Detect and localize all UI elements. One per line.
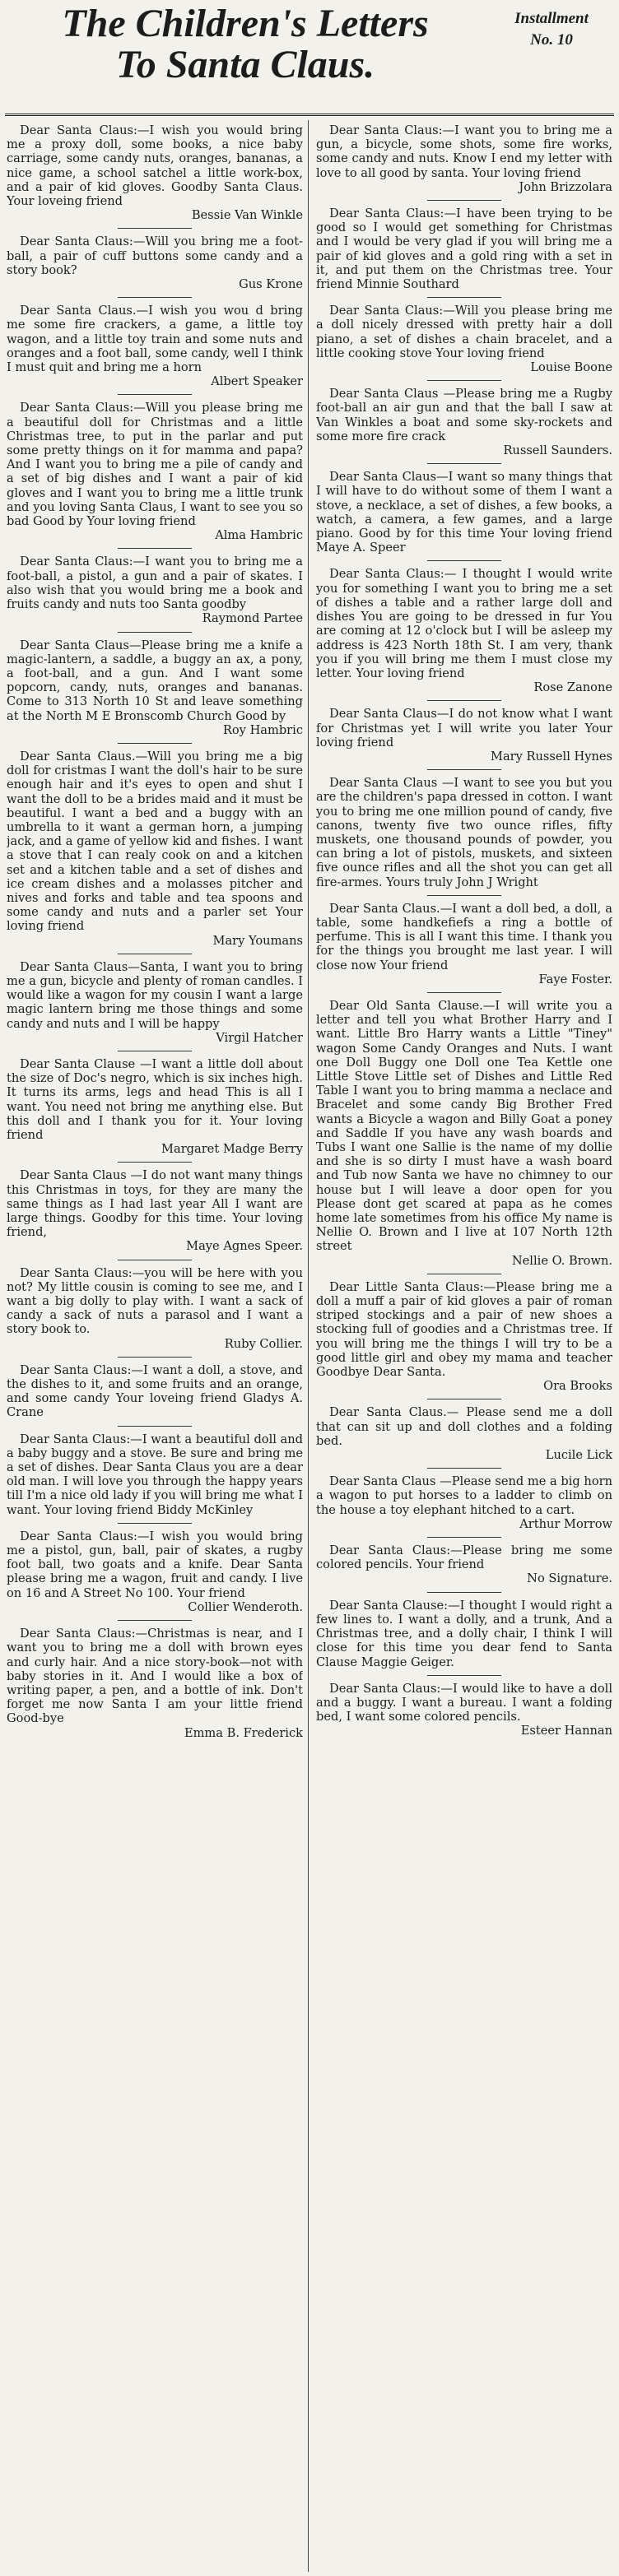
letter-signature: Alma Hambric: [215, 528, 303, 543]
letter-signature: Lucile Lick: [545, 1448, 612, 1463]
column-divider: [308, 120, 309, 2572]
letter-separator: [118, 548, 192, 549]
letter-signature: Gus Krone: [239, 277, 303, 292]
letter: [316, 902, 612, 986]
letter-signature: Russell Saunders.: [503, 443, 612, 458]
letter: [7, 401, 303, 542]
letter: [316, 1405, 612, 1462]
letter-signature: Louise Boone: [530, 360, 612, 375]
letter-body: Dear Santa Claus—Santa, I want you to bring me a gun, bicycle and plenty of roman candles. I would like a wagon for my cousin I want a large magic lantern bring me those things and some candy and nuts and I will be happy: [7, 959, 303, 1031]
letter-body: Dear Santa Claus:—I want you to bring me a gun, a bicycle, some shots, some fire works, some candy and nuts. Know I end my letter with love to all good by santa. Your loving friend: [316, 123, 612, 180]
letter-separator: [427, 1675, 501, 1676]
letter-body: Dear Santa Claus:—Will you please bring me a beautiful doll for Christmas and a little Christmas tree, to put in the parlar and put some pretty things on it for mamma and papa? And I want you to bring me a pile of candy and a set of big dishes and I want a pair of kid gloves and I want you to bring me a little trunk and you loving Santa Claus, I want to see you so bad Good by Your loving friend: [7, 401, 303, 529]
letter-signature: Mary Youmans: [212, 933, 303, 948]
letter-signature: Faye Foster.: [538, 972, 612, 986]
letter-body: Dear Santa Claus:—I want a doll, a stove, and the dishes to it, and some fruits and an orange, and some candy Your loveing friend Gladys A. Crane: [7, 1362, 303, 1420]
letter: [316, 1543, 612, 1586]
letter: [7, 1057, 303, 1156]
letter: [316, 1474, 612, 1531]
letter-body: Dear Santa Claus —I want to see you but you are the children's papa dressed in cotton. I want you to bring me one million pound of candy, five canons, twenty five two ounce rifles, fifty muskets, one thousand pounds of powder, you can bring a lot of pistols, muskets, and sixteen five ounce rifles and all the shot you can get all fire-armes. Yours truly John J Wright: [316, 776, 612, 889]
letter-separator: [427, 200, 501, 201]
letter: [7, 555, 303, 625]
letter-separator: [427, 895, 501, 896]
letter: [316, 470, 612, 555]
page-title: [15, 3, 476, 86]
letter-signature: Virgil Hatcher: [216, 1030, 303, 1045]
title-line-2: To Santa Claus.: [115, 43, 375, 86]
letter-body: Dear Santa Claus.—I wish you wou d bring me some fire crackers, a game, a little toy wagon, and a little toy train and some nuts and oranges and a foot ball, some candy, well I think I must quit and bring me a horn: [7, 304, 303, 375]
letter: [7, 1529, 303, 1614]
letter: [7, 304, 303, 388]
letter-separator: [118, 228, 192, 229]
letter-separator: [118, 632, 192, 633]
letter-body: Dear Santa Claus.— Please send me a doll that can sit up and doll clothes and a folding bed.: [316, 1405, 612, 1448]
letter-signature: Margaret Madge Berry: [161, 1142, 303, 1157]
letter-body: Dear Santa Claus:— I thought I would write you for something I want you to bring me a set of dishes a table and a rather large doll and dishes You are going to be dressed in fur You are coming at 12 o'clock but I will be asleep my address is 423 North 18th St. I am very, thank you if you will bring me them I must close my letter. Your loving friend: [316, 567, 612, 680]
letter-separator: [427, 1468, 501, 1469]
letter: [316, 207, 612, 291]
letter-body: Dear Little Santa Claus:—Please bring me a doll a muff a pair of kid gloves a pair of roman striped stockings and a pair of new shoes a stocking full of goodies and a Christmas tree. If you will bring me the things I will try to be a good little girl and obey my mama and teacher Goodbye Dear Santa.: [316, 1279, 612, 1380]
letter-body: Dear Santa Claus:—I wish you would bring me a pistol, gun, ball, pair of skates, a rugby foot ball, two goats and a knife. Dear Santa please bring me a wagon, fruit and candy. I live on 16 and A Street No 100. Your friend: [7, 1529, 303, 1600]
letter: [316, 123, 612, 194]
letter-separator: [118, 297, 192, 298]
letter-signature: Bessie Van Winkle: [191, 208, 303, 223]
letter: [7, 638, 303, 737]
letter-separator: [118, 1426, 192, 1427]
letter-separator: [118, 1620, 192, 1621]
letter-body: Dear Santa Claus —I do not want many things this Christmas in toys, for they are many the same things as I had last year All I want are large things. Goodby for this time. Your loving friend,: [7, 1168, 303, 1240]
letter: [316, 776, 612, 889]
letter-body: Dear Santa Claus:—I wish you would bring me a proxy doll, some books, a nice baby carriage, some candy nuts, oranges, bananas, a nice game, a school satchel a little work-box, and a pair of kid gloves. Goodby Santa Claus. Your loveing friend: [7, 123, 303, 209]
letter-separator: [118, 1162, 192, 1163]
letter-separator: [118, 743, 192, 744]
letter: [7, 1168, 303, 1253]
letter: [7, 1432, 303, 1517]
letter-body: Dear Santa Claus:—Will you bring me a foot-ball, a pair of cuff buttons some candy and a story book?: [7, 234, 303, 277]
letter-signature: Collier Wenderoth.: [188, 1599, 303, 1614]
letter: [7, 123, 303, 222]
letter-body: Dear Santa Claus:—you will be here with you not? My little cousin is coming to see me, and I want a big dolly to play with. I want a sack of candy a sack of nuts a parasol and I want a story book to.: [7, 1265, 303, 1337]
letter-body: Dear Santa Claus:—I would like to have a doll and a buggy. I want a bureau. I want a folding bed, I want some colored pencils.: [316, 1681, 612, 1724]
letter-body: Dear Santa Claus:—I have been trying to be good so I would get something for Christmas and I would be very glad if you will bring me a pair of kid gloves and a gold ring with a set in it, and put them on the Christmas tree. Your friend Minnie Southard: [316, 207, 612, 292]
letter-body: Dear Santa Claus:—Please bring me some colored pencils. Your friend: [316, 1543, 612, 1572]
letter-body: Dear Santa Claus—I want so many things that I will have to do without some of them I want a stove, a necklace, a set of dishes, a few books, a watch, a camera, a few games, and a large piano. Good by for this time Your loving friend Maye A. Speer: [316, 470, 612, 555]
letter-body: Dear Santa Clause:—I thought I would right a few lines to. I want a dolly, and a trunk, And a Christmas tree, and a dolly chair, I think I will close for this time you dear fend to Santa Clause Maggie Geiger.: [316, 1598, 612, 1669]
letter-body: Dear Old Santa Clause.—I will write you a letter and tell you what Brother Harry and I want. Little Bro Harry wants a Little "Tiney" wagon Some Candy Oranges and Nuts. I want one Doll Buggy one Doll one Tea Kettle one Little Stove Little set of Dishes and Little Red Table I want you to bring mamma a neclace and Bracelet and some candy Big Brother Fred wants a Bicycle a wagon and Billy Goat a poney and Saddle If you have any wash boards and Tubs I want one Sallie is the name of my dollie and she is so dirty I must have a wash board and Tub now Santa we have no chimney to our house but I will leave a door open for you Please dont get scared at papa as he comes home late sometimes from his office My name is Nellie O. Brown and I live at 107 North 12th street: [316, 998, 612, 1254]
letter: [316, 707, 612, 764]
letter-separator: [118, 1523, 192, 1524]
installment-label: Installment: [514, 10, 589, 27]
letter-separator: [118, 394, 192, 395]
letter: [7, 1363, 303, 1420]
letter: [316, 387, 612, 457]
letter-body: Dear Santa Claus:—Will you please bring me a doll nicely dressed with pretty hair a doll piano, a set of dishes a chain bracelet, and a little cooking stove Your loving friend: [316, 304, 612, 360]
letter-separator: [427, 992, 501, 993]
letter: [316, 999, 612, 1268]
right-column: [316, 123, 612, 2571]
letter: [316, 567, 612, 694]
letter-body: Dear Santa Claus:—I want you to bring me a foot-ball, a pistol, a gun and a pair of skates. I also wish that you would bring me a book and fruits candy and nuts too Santa goodby: [7, 555, 303, 612]
letter-body: Dear Santa Claus—Please bring me a knife a magic-lantern, a saddle, a buggy an ax, a pony, a foot-ball, and a gun. And I want some popcorn, candy, nuts, oranges and bananas. Come to 313 North 10 St and leave something at the North M E Bronscomb Church Good by: [7, 638, 303, 723]
letter-separator: [427, 560, 501, 561]
letter-body: Dear Santa Claus:—I want a beautiful doll and a baby buggy and a stove. Be sure and bring me a set of dishes. Dear Santa Claus you are a dear old man. I will love you through the happy years till I'm a nice old lady if you will bring me what I want. Your loving friend Biddy McKinley: [7, 1432, 303, 1517]
letter-signature: Ora Brooks: [543, 1379, 612, 1394]
header-divider: [5, 114, 614, 116]
letter-separator: [427, 380, 501, 381]
letter: [316, 1280, 612, 1394]
letter-signature: Roy Hambric: [222, 722, 303, 737]
letter-signature: Esteer Hannan: [520, 1724, 612, 1738]
letter: [316, 304, 612, 374]
installment-number: No. 10: [530, 31, 573, 49]
title-line-1: The Children's Letters: [62, 2, 429, 45]
letter-body: Dear Santa Claus.—Will you bring me a big doll for cristmas I want the doll's hair to be sure enough hair and it's eyes to open and shut I want the doll to be a brides maid and it must be beautiful. I want a bed and a buggy with an umbrella to it want a german horn, a jumping jack, and a game of yellow kid and fishes. I want a stove that I can realy cook on and a kitchen set and a kitchen table and a set of dishes and ice cream dishes and a molasses pitcher and nives and forks and table and tea spoons and some candy and nuts and a parler set Your loving friend: [7, 749, 303, 934]
letter: [7, 234, 303, 291]
letter-body: Dear Santa Claus:—Christmas is near, and I want you to bring me a doll with brown eyes and curly hair. And a nice story-book—not with baby stories in it. And I would like a box of writing paper, a pen, and a bottle of ink. Don't forget me now Santa I am your little friend Good-bye: [7, 1627, 303, 1726]
letter: [7, 1627, 303, 1740]
letter-separator: [427, 769, 501, 770]
letter-signature: No Signature.: [527, 1571, 612, 1586]
letter-separator: [427, 463, 501, 464]
letter-body: Dear Santa Claus —Please bring me a Rugby foot-ball an air gun and that the ball I saw at Van Winkles a boat and some sky-rockets and some more fire crack: [316, 387, 612, 443]
letter-body: Dear Santa Claus.—I want a doll bed, a doll, a table, some handkefiefs a ring a bottle of perfume. This is all I want this time. I thank you for the things you brought me last year. I will close now Your friend: [316, 901, 612, 972]
letter-signature: John Brizzolara: [519, 179, 612, 194]
letter-signature: Albert Speaker: [211, 374, 303, 389]
letter-separator: [427, 700, 501, 701]
letter: [316, 1599, 612, 1669]
letter-separator: [427, 1537, 501, 1538]
letter-separator: [427, 297, 501, 298]
letter-signature: Maye Agnes Speer.: [186, 1239, 303, 1254]
letter-signature: Arthur Morrow: [519, 1516, 612, 1531]
letter: [7, 960, 303, 1045]
letter-signature: Emma B. Frederick: [184, 1725, 303, 1740]
letter-signature: Raymond Partee: [202, 611, 303, 626]
letter-signature: Mary Russell Hynes: [491, 749, 612, 764]
left-column: [7, 123, 303, 2571]
letter-signature: Rose Zanone: [533, 680, 612, 695]
letter: [7, 750, 303, 948]
letter-body: Dear Santa Clause —I want a little doll about the size of Doc's negro, which is six inches high. It turns its arms, legs and head This is all I want. You need not bring me anything else. But this doll and I thank you for it. Your loving friend: [7, 1056, 303, 1142]
letter-body: Dear Santa Claus—I do not know what I want for Christmas yet I will write you later Your loving friend: [316, 707, 612, 750]
letter-signature: Nellie O. Brown.: [511, 1253, 612, 1268]
letter-signature: Ruby Collier.: [224, 1336, 303, 1351]
installment-box: [494, 8, 609, 51]
letter: [316, 1682, 612, 1738]
letter: [7, 1266, 303, 1351]
letter-separator: [118, 1357, 192, 1358]
letter-body: Dear Santa Claus —Please send me a big horn a wagon to put horses to a ladder to climb on the house a toy elephant hitched to a cart.: [316, 1474, 612, 1517]
letter-separator: [427, 1592, 501, 1593]
